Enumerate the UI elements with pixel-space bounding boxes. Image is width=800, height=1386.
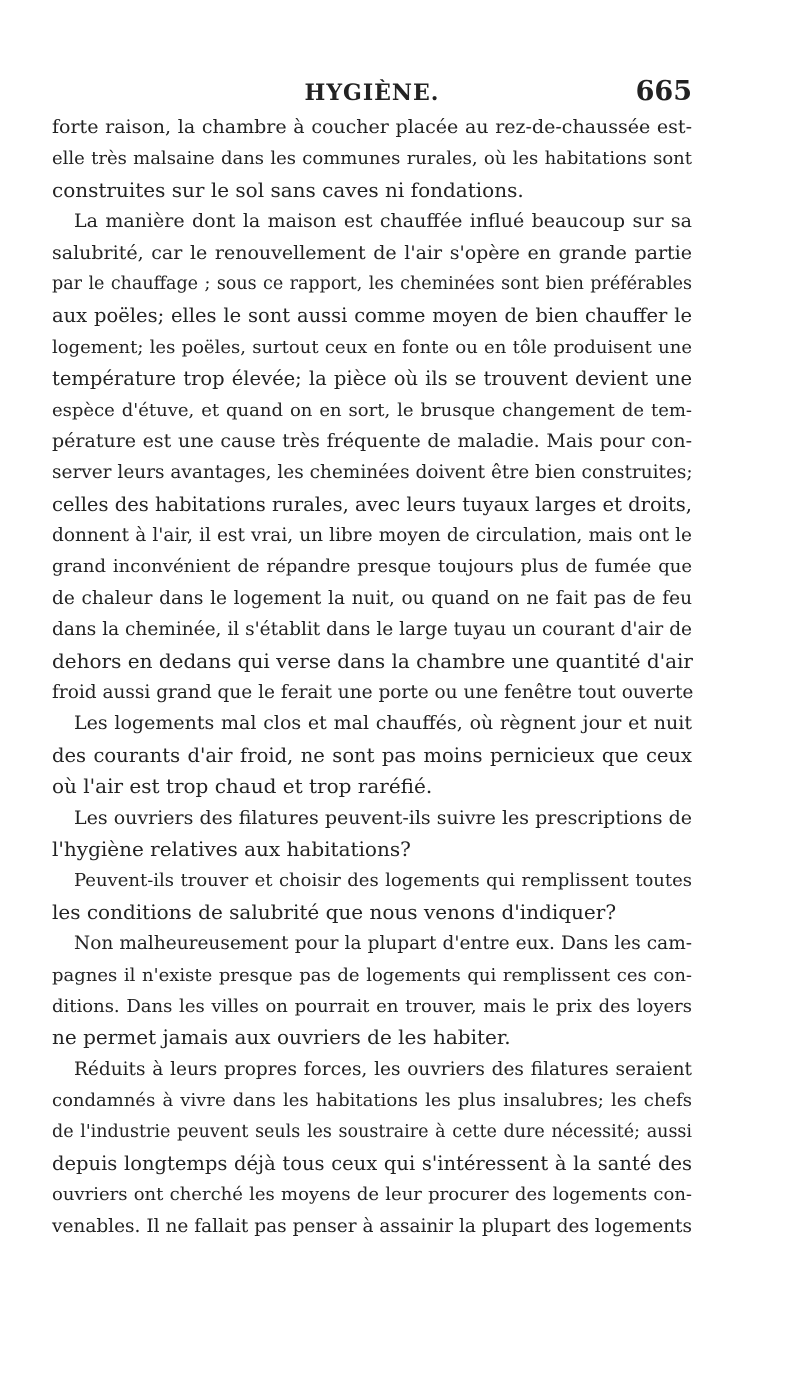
text-line: celles des habitations rurales, avec leurs tuyaux larges et droits, — [52, 492, 692, 516]
text-line: Les ouvriers des filatures peuvent-ils suivre les prescriptions de — [74, 806, 692, 829]
text-line: Peuvent-ils trouver et choisir des logements qui remplissent toutes — [74, 870, 692, 892]
text-line: pérature est une cause très fréquente de maladie. Mais pour con- — [52, 429, 692, 452]
page-number: 665 — [635, 76, 692, 107]
text-line: froid aussi grand que le ferait une porte ou une fenêtre tout ouverte — [52, 682, 694, 704]
text-line: forte raison, la chambre à coucher placée au rez-de-chaussée est- — [52, 116, 692, 138]
text-line: grand inconvénient de répandre presque toujours plus de fumée que — [52, 556, 692, 578]
text-line: ditions. Dans les villes on pourrait en trouver, mais le prix des loyers — [52, 995, 692, 1017]
text-line: les conditions de salubrité que nous venons d'indiquer? — [52, 899, 617, 924]
text-line: température trop élevée; la pièce où ils se trouvent devient une — [52, 367, 692, 391]
text-line: elle très malsaine dans les communes rurales, où les habitations sont — [52, 148, 692, 170]
text-line: dehors en dedans qui verse dans la chambre une quantité d'air — [52, 648, 693, 673]
text-line: espèce d'étuve, et quand on en sort, le brusque changement de tem- — [52, 399, 692, 421]
text-line: par le chauffage ; sous ce rapport, les cheminées sont bien préférables — [52, 273, 692, 294]
text-line: où l'air est trop chaud et trop raréfié. — [52, 774, 433, 799]
text-line: pagnes il n'existe presque pas de logements qui remplissent ces con- — [52, 964, 692, 986]
text-line: l'hygiène relatives aux habitations? — [52, 836, 411, 861]
text-line: condamnés à vivre dans les habitations les plus insalubres; les chefs — [52, 1090, 692, 1112]
text-line: venables. Il ne fallait pas penser à assainir la plupart des logements — [52, 1215, 692, 1237]
text-line: ne permet jamais aux ouvriers de les habiter. — [52, 1025, 511, 1050]
text-line: aux poëles; elles le sont aussi comme moyen de bien chauffer le — [52, 304, 692, 328]
text-line: de chaleur dans le logement la nuit, ou quand on ne fait pas de feu — [52, 587, 692, 609]
running-title: HYGIÈNE. — [304, 80, 440, 106]
text-line: donnent à l'air, il est vrai, un libre moyen de circulation, mais ont le — [52, 525, 692, 547]
text-line: des courants d'air froid, ne sont pas moins pernicieux que ceux — [52, 743, 692, 767]
body-text — [52, 112, 692, 1242]
text-line: depuis longtemps déjà tous ceux qui s'intéressent à la santé des — [52, 1151, 692, 1175]
running-head — [52, 76, 692, 108]
text-line: Non malheureusement pour la plupart d'entre eux. Dans les cam- — [74, 933, 692, 955]
text-line: logement; les poëles, surtout ceux en fonte ou en tôle produisent une — [52, 336, 692, 358]
text-line: Les logements mal clos et mal chauffés, où règnent jour et nuit — [74, 712, 692, 735]
text-line: construites sur le sol sans caves ni fondations. — [52, 177, 524, 202]
text-line: server leurs avantages, les cheminées doivent être bien construites; — [52, 462, 693, 484]
text-line: de l'industrie peuvent seuls les soustraire à cette dure nécessité; aussi — [52, 1121, 692, 1142]
text-line: dans la cheminée, il s'établit dans le large tuyau un courant d'air de — [52, 619, 692, 641]
text-line: ouvriers ont cherché les moyens de leur procurer des logements con- — [52, 1184, 692, 1206]
text-line: La manière dont la maison est chauffée influé beaucoup sur sa — [74, 210, 692, 233]
text-line: Réduits à leurs propres forces, les ouvriers des filatures seraient — [74, 1058, 692, 1080]
text-line: salubrité, car le renouvellement de l'air s'opère en grande partie — [52, 241, 692, 264]
